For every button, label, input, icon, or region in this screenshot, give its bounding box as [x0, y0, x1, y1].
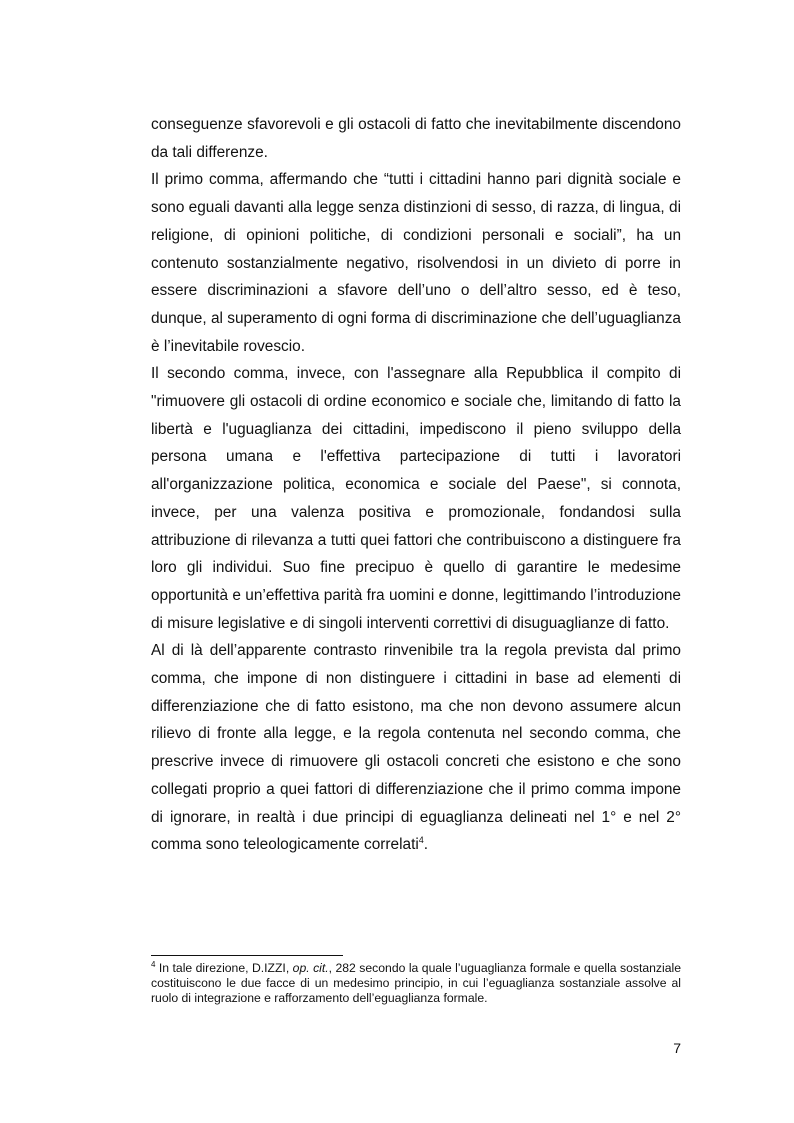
paragraph-3: Il secondo comma, invece, con l'assegnare alla Repubblica il compito di "rimuovere gli ostacoli di ordine economico e sociale che, limitando di fatto la libertà e l'uguaglianza dei cittadini, impediscono il pieno sviluppo della persona umana e l'effettiva partecipazione di tutti i lavoratori all'organizzazione politica, economica e sociale del Paese", si connota, invece, per una valenza positiva e promozionale, fondandosi sulla attribuzione di rilevanza a tutti quei fattori che contribuiscono a distinguere fra loro gli individui. Suo fine precipuo è quello di garantire le medesime opportunità e un’effettiva parità fra uomini e donne, legittimando l’introduzione di misure legislative e di singoli interventi correttivi di disuguaglianze di fatto.	[151, 365, 681, 632]
footnote-text-end: , 282 secondo la quale l’uguaglianza formale e quella sostanziale costituiscono le due facce di un medesimo principio, in cui l’eguaglianza sostanziale assolve al ruolo di integrazione e rafforzamento dell’eguaglianza formale.	[151, 961, 681, 1005]
footnote	[151, 961, 681, 1006]
paragraph-1: conseguenze sfavorevoli e gli ostacoli di fatto che inevitabilmente discendono da tali differenze.	[151, 116, 681, 161]
footnote-separator	[151, 955, 343, 956]
footnote-marker: 4	[151, 959, 156, 969]
footnote-citation: op. cit.	[292, 961, 329, 975]
body-text	[151, 111, 681, 859]
paragraph-2: Il primo comma, affermando che “tutti i cittadini hanno pari dignità sociale e sono eguali davanti alla legge senza distinzioni di sesso, di razza, di lingua, di religione, di opinioni politiche, di condizioni personali e sociali”, ha un contenuto sostanzialmente negativo, risolvendosi in un divieto di porre in essere discriminazioni a sfavore dell’uno o dell’altro sesso, ed è teso, dunque, al superamento di ogni forma di discriminazione che dell’uguaglianza è l’inevitabile rovescio.	[151, 171, 681, 355]
page-number: 7	[673, 1040, 681, 1056]
footnote-text-start: In tale direzione, D.IZZI,	[155, 961, 293, 975]
paragraph-4-end: .	[423, 836, 429, 854]
paragraph-4-text: Al di là dell’apparente contrasto rinvenibile tra la regola prevista dal primo comma, che impone di non distinguere i cittadini in base ad elementi di differenziazione che di fatto esistono, ma che non devono assumere alcun rilievo di fronte alla legge, e la regola contenuta nel secondo comma, che prescrive invece di rimuovere gli ostacoli concreti che esistono e che sono collegati proprio a quei fattori di differenziazione che il primo comma impone di ignorare, in realtà i due principi di eguaglianza delineati nel 1° e nel 2° comma sono teleologicamente correlati	[151, 642, 681, 854]
paragraph-4	[151, 637, 681, 859]
footnote-reference[interactable]: 4	[418, 835, 424, 846]
